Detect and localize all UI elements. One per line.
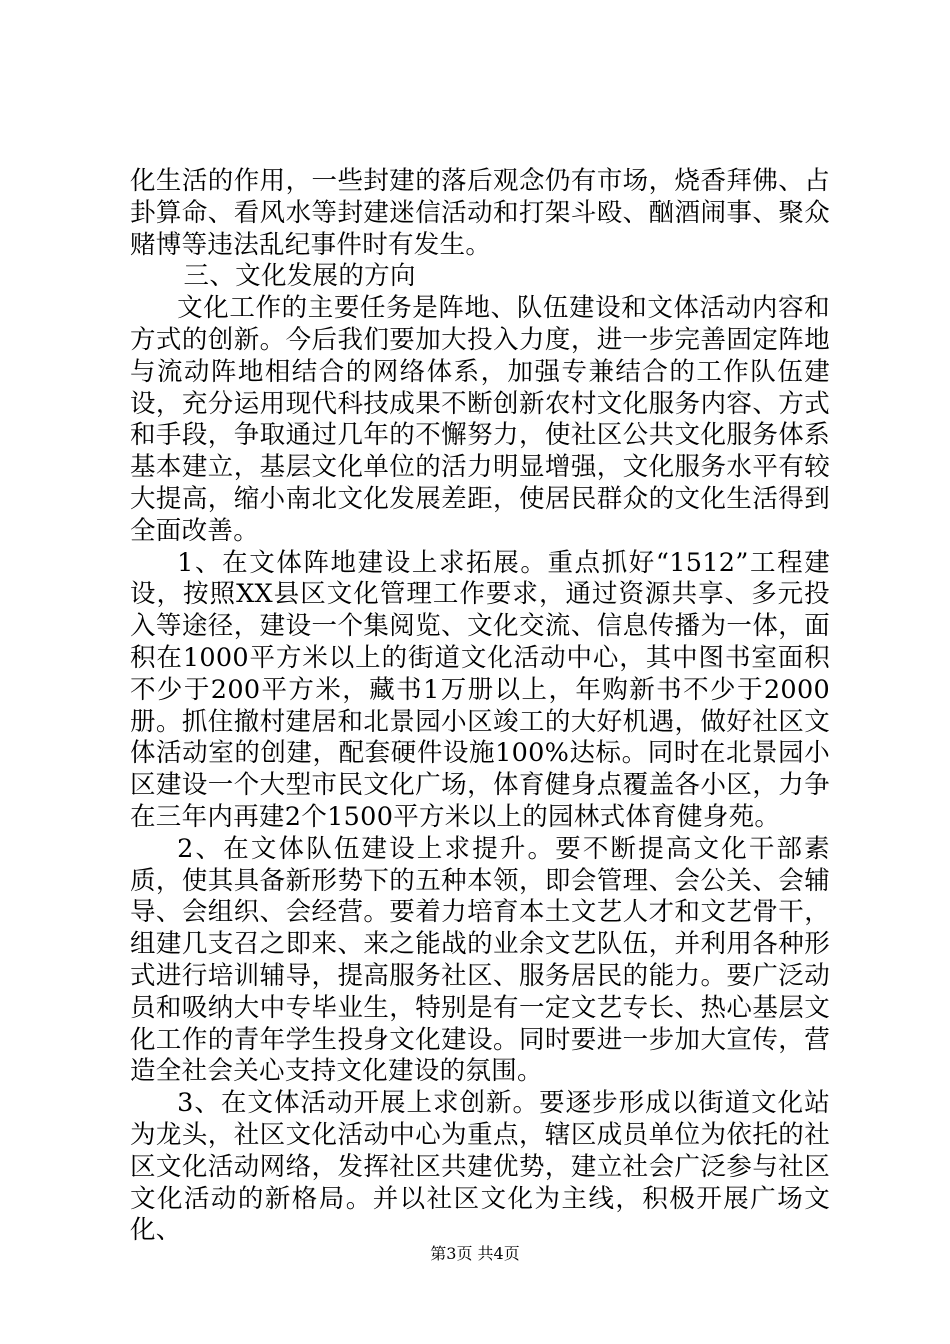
paragraph-intro: 文化工作的主要任务是阵地、队伍建设和文体活动内容和方式的创新。今后我们要加大投入力度，进一步完善固定阵地与流动阵地相结合的网络体系，加强专兼结合的工作队伍建设，充分运用现代科技成果不断创新农村文化服务内容、方式和手段，争取通过几年的不懈努力，使社区公共文化服务体系基本建立，基层文化单位的活力明显增强，文化服务水平有较大提高，缩小南北文化发展差距，使居民群众的文化生活得到全面改善。 xyxy=(130,293,830,546)
section-heading: 三、文化发展的方向 xyxy=(183,261,416,292)
document-body xyxy=(130,166,830,1247)
paragraph-item-1: 1、在文体阵地建设上求拓展。重点抓好“1512”工程建设，按照XX县区文化管理工作要求，通过资源共享、多元投入等途径，建设一个集阅览、文化交流、信息传播为一体，面积在1000平方米以上的街道文化活动中心，其中图书室面积不少于200平方米，藏书1万册以上，年购新书不少于2000册。抓住撤村建居和北景园小区竣工的大好机遇，做好社区文体活动室的创建，配套硬件设施100%达标。同时在北景园小区建设一个大型市民文化广场，体育健身点覆盖各小区，力争在三年内再建2个1500平方米以上的园林式体育健身苑。 xyxy=(130,547,830,832)
paragraph-item-2: 2、在文体队伍建设上求提升。要不断提高文化干部素质，使其具备新形势下的五种本领，即会管理、会公关、会辅导、会组织、会经营。要着力培育本土文艺人才和文艺骨干，组建几支召之即来、来之能战的业余文艺队伍，并利用各种形式进行培训辅导，提高服务社区、服务居民的能力。要广泛动员和吸纳大中专毕业生，特别是有一定文艺专长、热心基层文化工作的青年学生投身文化建设。同时要进一步加大宣传，营造全社会关心支持文化建设的氛围。 xyxy=(130,833,830,1087)
paragraph-item-3: 3、在文体活动开展上求创新。要逐步形成以街道文化站为龙头，社区文化活动中心为重点，辖区成员单位为依托的社区文化活动网络，发挥社区共建优势，建立社会广泛参与社区文化活动的新格局。并以社区文化为主线，积极开展广场文化、 xyxy=(130,1088,830,1246)
paragraph-continued: 化生活的作用，一些封建的落后观念仍有市场，烧香拜佛、占卦算命、看风水等封建迷信活动和打架斗殴、酗酒闹事、聚众赌博等违法乱纪事件时有发生。 xyxy=(130,166,830,260)
page-footer: 第3页 共4页 xyxy=(430,1244,520,1263)
